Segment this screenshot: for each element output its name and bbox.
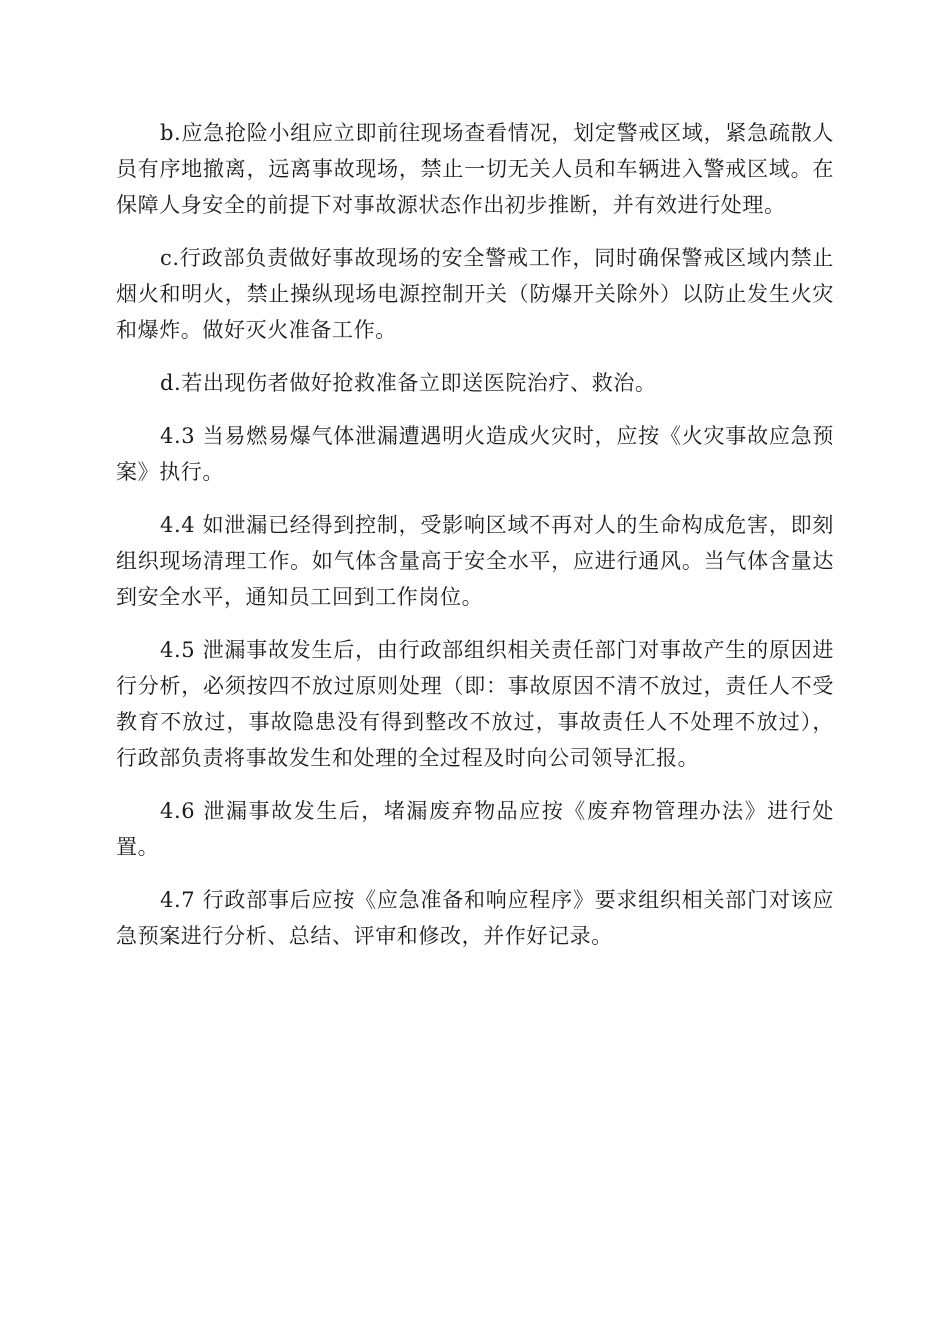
paragraph-c-security-cordon: c.行政部负责做好事故现场的安全警戒工作，同时确保警戒区域内禁止烟火和明火，禁止操纵现场电源控制开关（防爆开关除外）以防止发生火灾和爆炸。做好灭火准备工作。 bbox=[116, 246, 834, 342]
paragraph-b-emergency-rescue: b.应急抢险小组应立即前往现场查看情况，划定警戒区域，紧急疏散人员有序地撤离，远离事故现场，禁止一切无关人员和车辆进入警戒区域。在保障人身安全的前提下对事故源状态作出初步推断，并有效进行处理。 bbox=[116, 121, 834, 217]
paragraph-4-4-site-cleanup: 4.4 如泄漏已经得到控制，受影响区域不再对人的生命构成危害，即刻组织现场清理工作。如气体含量高于安全水平，应进行通风。当气体含量达到安全水平，通知员工回到工作岗位。 bbox=[116, 513, 834, 609]
paragraph-d-injured-treatment: d.若出现伤者做好抢救准备立即送医院治疗、救治。 bbox=[160, 371, 657, 395]
paragraph-4-6-waste-disposal: 4.6 泄漏事故发生后，堵漏废弃物品应按《废弃物管理办法》进行处置。 bbox=[116, 799, 834, 859]
paragraph-4-5-accident-analysis: 4.5 泄漏事故发生后，由行政部组织相关责任部门对事故产生的原因进行分析，必须按四不放过原则处理（即：事故原因不清不放过，责任人不受教育不放过，事故隐患没有得到整改不放过，事故责任人不处理不放过），行政部负责将事故发生和处理的全过程及时向公司领导汇报。 bbox=[116, 638, 834, 770]
paragraph-4-3-fire-plan: 4.3 当易燃易爆气体泄漏遭遇明火造成火灾时，应按《火灾事故应急预案》执行。 bbox=[116, 424, 834, 484]
paragraph-4-7-plan-review: 4.7 行政部事后应按《应急准备和响应程序》要求组织相关部门对该应急预案进行分析、总结、评审和修改，并作好记录。 bbox=[116, 888, 834, 948]
document-body bbox=[116, 115, 834, 971]
